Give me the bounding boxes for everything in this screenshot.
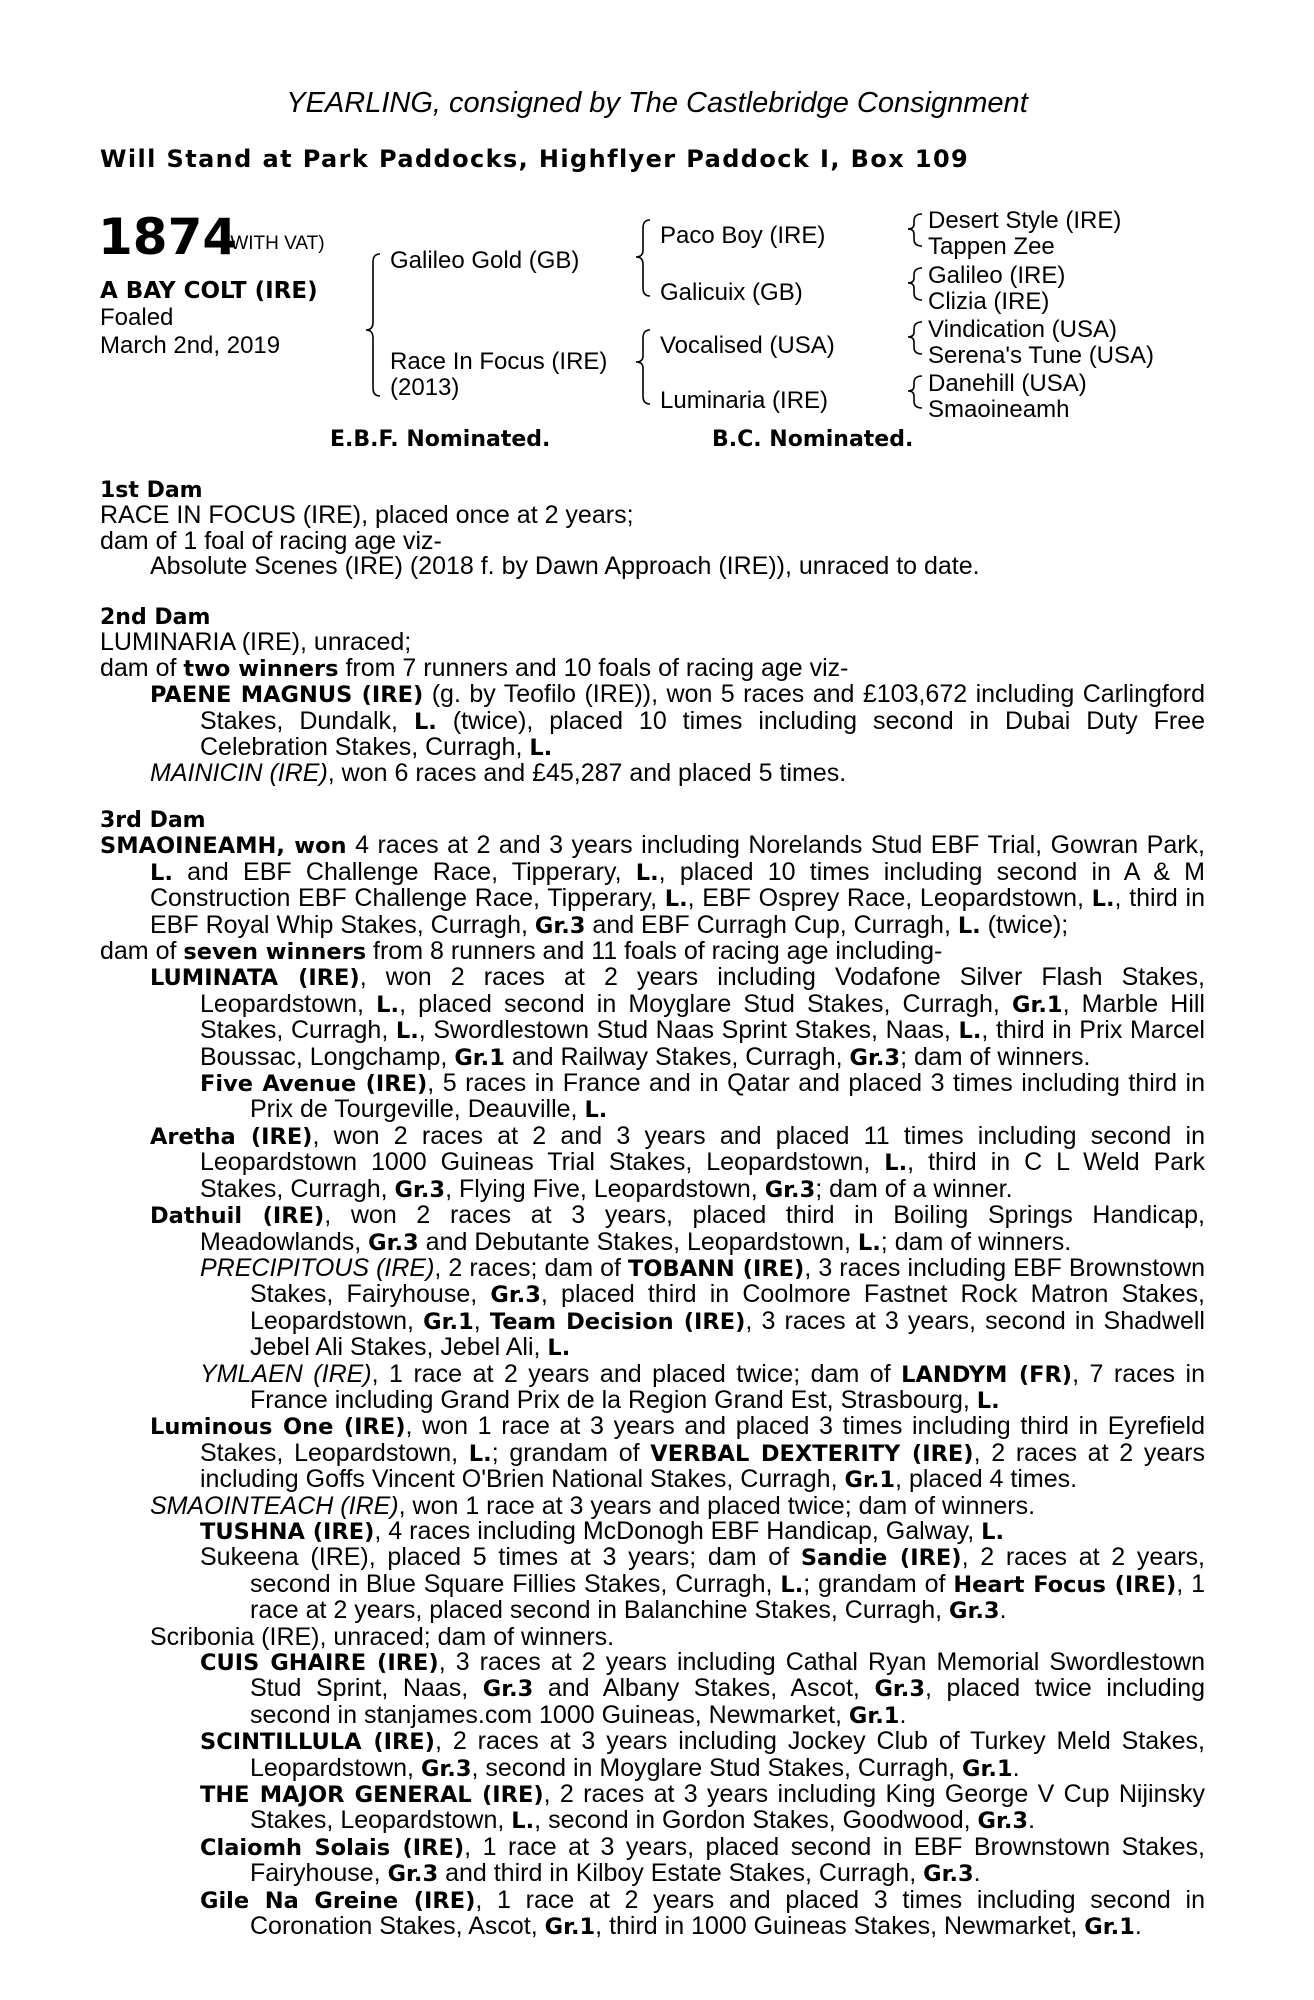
third-dam-heading: 3rd Dam — [100, 808, 206, 833]
pedigree-sire-sire: Paco Boy (IRE) — [660, 222, 826, 249]
first-dam-heading: 1st Dam — [100, 478, 203, 503]
pedigree-dam-dam: Luminaria (IRE) — [660, 387, 829, 414]
pedigree-sss: Desert Style (IRE) — [928, 207, 1122, 234]
entry-luminata: LUMINATA (IRE), won 2 races at 2 years including Vodafone Silver Flash Stakes, Leopardstown, L., placed second in Moyglare Stud Stakes, Curragh, Gr.1, Marble Hill Stakes, Curragh, L., Swordlestown Stud Naas Sprint Stakes, Naas, L., third in Prix Marcel Boussac, Longchamp, Gr.1 and Railway Stakes, Curragh, Gr.3; dam of winners. — [150, 963, 1206, 1071]
entry-claiomh-solais: Claiomh Solais (IRE), 1 race at 3 years, placed second in EBF Brownstown Stakes, Fairyhouse, Gr.3 and third in Kilboy Estate Stakes, Curragh, Gr.3. — [200, 1832, 1205, 1888]
foaled-date: March 2nd, 2019 — [100, 332, 281, 359]
entry-gile-na-greine: Gile Na Greine (IRE), 1 race at 2 years and placed 3 times including second in Coronation Stakes, Ascot, Gr.1, third in 1000 Guineas Stakes, Newmarket, Gr.1. — [200, 1885, 1205, 1941]
entry-scribonia: Scribonia (IRE), unraced; dam of winners. — [150, 1622, 615, 1651]
bc-nomination: B.C. Nominated. — [712, 427, 914, 452]
stand-location: Will Stand at Park Paddocks, Highflyer Paddock I, Box 109 — [100, 145, 970, 173]
vat-label: (WITH VAT) — [224, 233, 325, 254]
entry-luminous-one: Luminous One (IRE), won 1 race at 3 years and placed 3 times including third in Eyrefield Stakes, Leopardstown, L.; grandam of VERBAL DEXTERITY (IRE), 2 races at 2 years including Goffs Vincent O'Brien National Stakes, Curragh, Gr.1, placed 4 times. — [150, 1412, 1205, 1494]
pedigree-dam-year: (2013) — [390, 374, 460, 401]
pedigree-dam-sire: Vocalised (USA) — [660, 332, 835, 359]
pedigree-ssd: Tappen Zee — [928, 233, 1055, 260]
pedigree-sire-dam: Galicuix (GB) — [660, 279, 803, 306]
entry-aretha: Aretha (IRE), won 2 races at 2 and 3 years and placed 11 times including second in Leopardstown 1000 Guineas Trial Stakes, Leopardstown, L., third in C L Weld Park Stakes, Curragh, Gr.3, Flying Five, Leopardstown, Gr.3; dam of a winner. — [150, 1121, 1205, 1203]
entry-smaointeach: SMAOINTEACH (IRE), won 1 race at 3 years and placed twice; dam of winners. — [150, 1491, 1036, 1520]
pedigree-sdd: Clizia (IRE) — [928, 288, 1050, 315]
lot-description: A BAY COLT (IRE) — [100, 278, 318, 304]
entry-ymlaen: YMLAEN (IRE), 1 race at 2 years and placed twice; dam of LANDYM (FR), 7 races in France including Grand Prix de la Region Grand Est, Strasbourg, L. — [200, 1359, 1205, 1414]
first-dam-section — [100, 478, 1205, 580]
second-dam-produce-line: dam of two winners from 7 runners and 10 foals of racing age viz- — [100, 653, 849, 682]
foaled-label: Foaled — [100, 304, 174, 331]
entry-dathuil: Dathuil (IRE), won 2 races at 3 years, placed third in Boiling Springs Handicap, Meadowlands, Gr.3 and Debutante Stakes, Leopardstown, L.; dam of winners. — [150, 1201, 1205, 1256]
entry-sukeena: Sukeena (IRE), placed 5 times at 3 years; dam of Sandie (IRE), 2 races at 2 years, second in Blue Square Fillies Stakes, Curragh, L.; grandam of Heart Focus (IRE), 1 race at 2 years, placed second in Balanchine Stakes, Curragh, Gr.3. — [200, 1543, 1205, 1625]
entry-scintillula: SCINTILLULA (IRE), 2 races at 3 years including Jockey Club of Turkey Meld Stakes, Leopardstown, Gr.3, second in Moyglare Stud Stakes, Curragh, Gr.1. — [200, 1727, 1206, 1782]
entry-tushna: TUSHNA (IRE), 4 races including McDonogh EBF Handicap, Galway, L. — [200, 1516, 1005, 1545]
entry-paene-magnus: PAENE MAGNUS (IRE) (g. by Teofilo (IRE)), won 5 races and £103,672 including Carlingford Stakes, Dundalk, L. (twice), placed 10 times including second in Dubai Duty Free Celebration Stakes, Curragh, L. — [150, 680, 1205, 762]
pedigree-ddd: Smaoineamh — [928, 396, 1070, 423]
second-dam-heading: 2nd Dam — [100, 605, 211, 630]
pedigree-dsd: Serena's Tune (USA) — [928, 342, 1155, 369]
ebf-nomination: E.B.F. Nominated. — [330, 427, 551, 452]
entry-smaoineamh: SMAOINEAMH, won 4 races at 2 and 3 years including Norelands Stud EBF Trial, Gowran Park, L. and EBF Challenge Race, Tipperary, L., placed 10 times including second in A & M Construction EBF Challenge Race, Tipperary, L., EBF Osprey Race, Leopardstown, L., third in EBF Royal Whip Stakes, Curragh, Gr.3 and EBF Curragh Cup, Curragh, L. (twice); — [100, 831, 1206, 939]
entry-the-major-general: THE MAJOR GENERAL (IRE), 2 races at 3 years including King George V Cup Nijinsky Stakes, Leopardstown, L., second in Gordon Stakes, Goodwood, Gr.3. — [200, 1780, 1205, 1835]
entry-cuis-ghaire: CUIS GHAIRE (IRE), 3 races at 2 years including Cathal Ryan Memorial Swordlestown Stud Sprint, Naas, Gr.3 and Albany Stakes, Ascot, Gr.3, placed twice including second in stanjames.com 1000 Guineas, Newmarket, Gr.1. — [200, 1648, 1206, 1729]
entry-precipitous: PRECIPITOUS (IRE), 2 races; dam of TOBANN (IRE), 3 races including EBF Brownstown Stakes, Fairyhouse, Gr.3, placed third in Coolmore Fastnet Rock Matron Stakes, Leopardstown, Gr.1, Team Decision (IRE), 3 races at 3 years, second in Shadwell Jebel Ali Stakes, Jebel Ali, L. — [200, 1253, 1206, 1362]
entry-five-avenue: Five Avenue (IRE), 5 races in France and in Qatar and placed 3 times including third in Prix de Tourgeville, Deauville, L. — [200, 1069, 1205, 1124]
second-dam-section — [100, 605, 1205, 787]
pedigree-sire: Galileo Gold (GB) — [390, 247, 580, 274]
lot-number: 1874 — [98, 208, 238, 266]
third-dam-produce-line: dam of seven winners from 8 runners and 11 foals of racing age including- — [100, 937, 943, 966]
pedigree-dss: Vindication (USA) — [928, 316, 1117, 343]
pedigree-sds: Galileo (IRE) — [928, 262, 1066, 289]
first-dam-produce-line: dam of 1 foal of racing age viz- — [100, 526, 442, 555]
first-dam-foal: Absolute Scenes (IRE) (2018 f. by Dawn Approach (IRE)), unraced to date. — [150, 552, 980, 581]
second-dam-line: LUMINARIA (IRE), unraced; — [100, 628, 412, 657]
consignment-heading: YEARLING, consigned by The Castlebridge Consignment — [286, 87, 1028, 119]
entry-mainicin: MAINICIN (IRE), won 6 races and £45,287 and placed 5 times. — [150, 759, 847, 788]
pedigree-dds: Danehill (USA) — [928, 370, 1087, 397]
pedigree-dam: Race In Focus (IRE) — [390, 348, 608, 375]
first-dam-line: RACE IN FOCUS (IRE), placed once at 2 years; — [100, 501, 634, 530]
third-dam-section — [100, 808, 1205, 1940]
